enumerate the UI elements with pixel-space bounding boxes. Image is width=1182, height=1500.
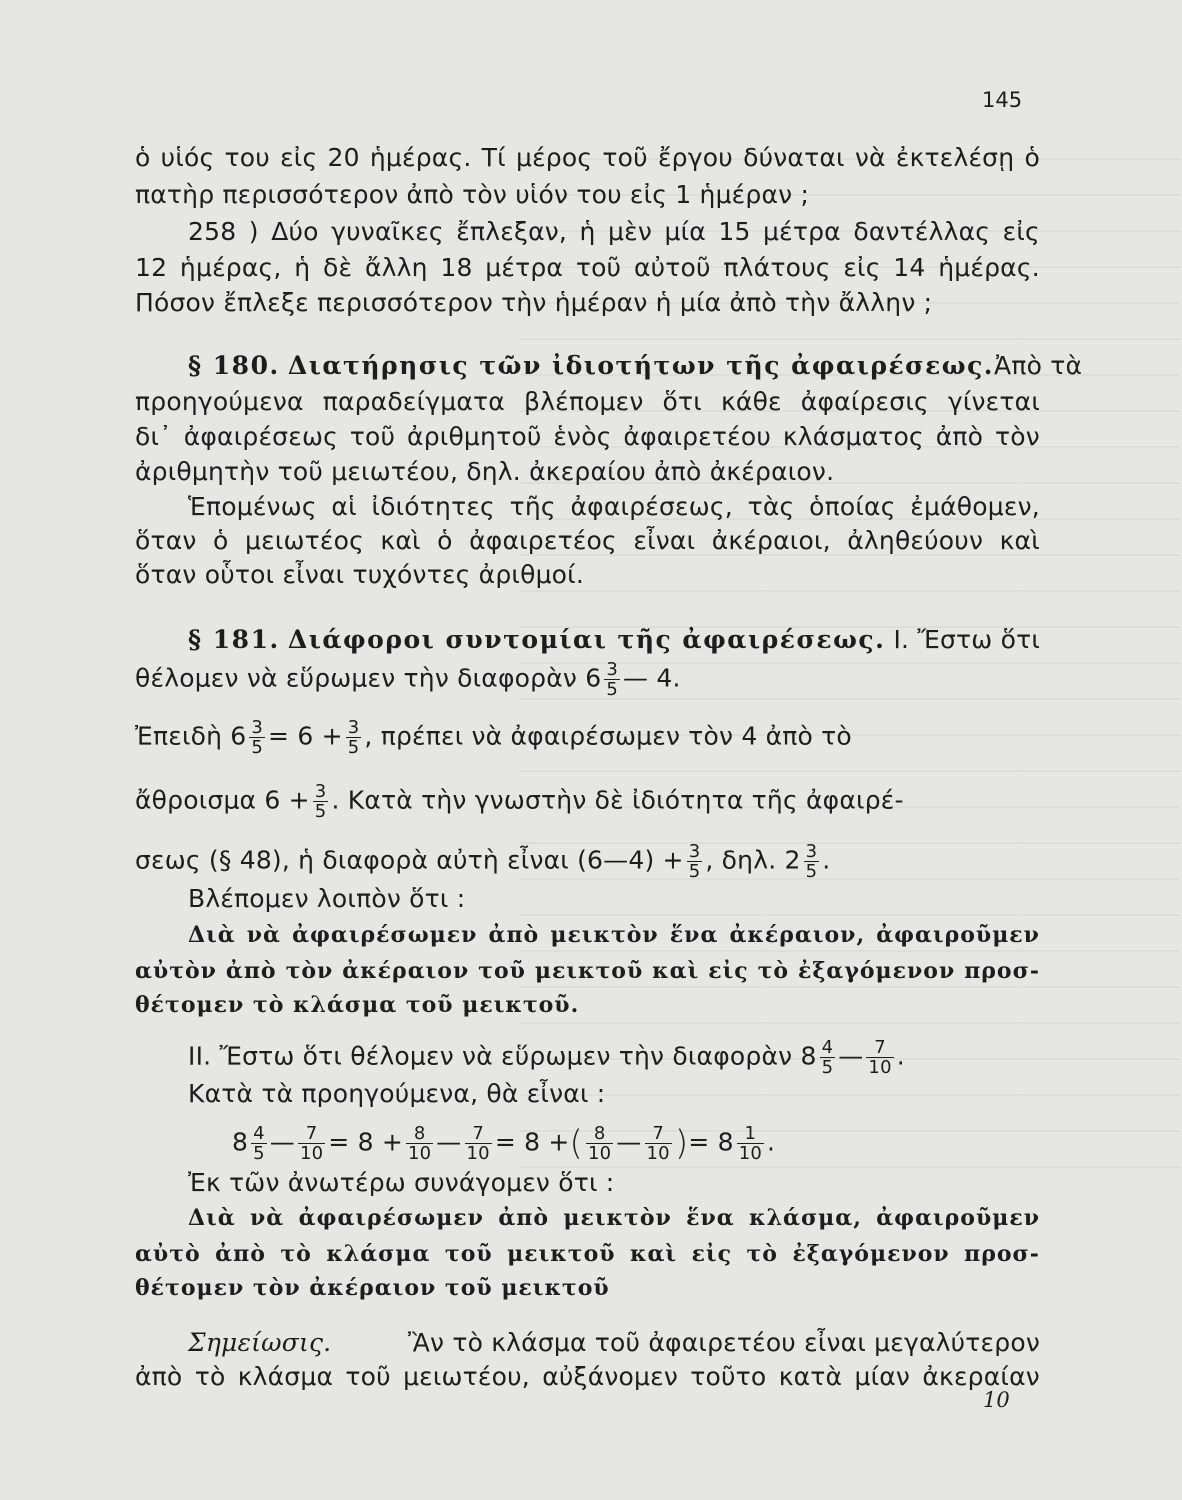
text-line: ὅταν ὁ μειωτέος καὶ ὁ ἀφαιρετέος εἶναι ἀκέραιοι, ἀληθεύουν καὶ bbox=[135, 526, 1040, 555]
sheet-number: 10 bbox=[983, 1388, 1010, 1412]
numerator: 4 bbox=[253, 1123, 265, 1144]
fraction-4-5 bbox=[251, 1124, 267, 1163]
text-segment: ΙΙ. Ἔστω ὅτι θέλομεν νὰ εὕρωμεν τὴν διαφορὰν 8 bbox=[188, 1041, 817, 1071]
text-line: ἀριθμητὴν τοῦ μειωτέου, δηλ. ἀκεραίου ἀπὸ ἀκέραιον. bbox=[135, 457, 835, 486]
numerator: 7 bbox=[305, 1123, 318, 1144]
eq-term: = 8 bbox=[688, 1127, 734, 1157]
rule-2-line: θέτομεν τὸν ἀκέραιον τοῦ μεικτοῦ bbox=[135, 1275, 610, 1301]
denominator: 10 bbox=[299, 1143, 324, 1164]
section-180-number: § 180. bbox=[188, 351, 280, 380]
text-segment: . bbox=[896, 1041, 905, 1071]
text-line: Κατὰ τὰ προηγούμενα, θὰ εἶναι : bbox=[188, 1079, 606, 1108]
numerator: 3 bbox=[314, 781, 327, 802]
fraction-3-5 bbox=[687, 842, 703, 881]
section-181-heading-line bbox=[188, 624, 1040, 656]
rule-1-line: αὐτὸν ἀπὸ τὸν ἀκέραιον τοῦ μεικτοῦ καὶ εἰς τὸ ἐξαγόμενον προσ- bbox=[135, 958, 1040, 984]
numerator: 7 bbox=[874, 1037, 886, 1058]
page-number: 145 bbox=[982, 88, 1023, 112]
rule-2-line: Διὰ νὰ ἀφαιρέσωμεν ἀπὸ μεικτὸν ἕνα κλάσμα, ἀφαιροῦμεν bbox=[188, 1205, 1040, 1231]
text-line: Πόσον ἔπλεξε περισσότερον τὴν ἡμέραν ἡ μία ἀπὸ τὴν ἄλλην ; bbox=[135, 288, 933, 317]
text-segment: σεως (§ 48), ἡ διαφορὰ αὐτὴ εἶναι (6—4) + bbox=[135, 845, 684, 875]
equation-line bbox=[232, 1124, 1137, 1163]
fraction-3-5 bbox=[249, 718, 265, 757]
text-line: 12 ἡμέρας, ἡ δὲ ἄλλη 18 μέτρα τοῦ αὐτοῦ πλάτους εἰς 14 ἡμέρας. bbox=[135, 253, 1040, 282]
eq-term: = 8 + bbox=[494, 1127, 570, 1157]
epeidi-line bbox=[135, 718, 1040, 757]
text-line: ὅταν οὗτοι εἶναι τυχόντες ἀριθμοί. bbox=[135, 560, 584, 589]
denominator: 5 bbox=[821, 1057, 834, 1078]
text-line: πατὴρ περισσότερον ἀπὸ τὸν υἱόν του εἰς 1 ἡμέραν ; bbox=[135, 180, 810, 209]
note-text: Ἂν τὸ κλάσμα τοῦ ἀφαιρετέου εἶναι μεγαλύτερον bbox=[407, 1328, 1040, 1357]
text-segment: ἄθροισμα 6 + bbox=[135, 785, 310, 815]
athroisma-line bbox=[135, 782, 1040, 821]
fraction-7-10 bbox=[465, 1124, 492, 1163]
eq-term: . bbox=[767, 1127, 776, 1157]
fraction-3-5 bbox=[604, 660, 620, 699]
numerator: 4 bbox=[821, 1037, 834, 1058]
text-segment: = 6 + bbox=[268, 721, 343, 751]
denominator: 5 bbox=[251, 737, 264, 758]
denominator: 10 bbox=[738, 1143, 762, 1164]
numerator: 7 bbox=[652, 1123, 664, 1144]
fraction-7-10 bbox=[866, 1038, 893, 1077]
note-label: Σημείωσις. bbox=[188, 1328, 332, 1357]
denominator: 5 bbox=[688, 861, 701, 882]
denominator: 5 bbox=[253, 1143, 265, 1164]
section-181-title: Διάφοροι συντομίαι τῆς ἀφαιρέσεως. bbox=[287, 625, 886, 654]
text-segment: Ἐπειδὴ 6 bbox=[135, 721, 247, 751]
text-segment: — 4. bbox=[623, 663, 681, 693]
text-line: προηγούμενα παραδείγματα βλέπομεν ὅτι κάθε ἀφαίρεσις γίνεται bbox=[135, 387, 1040, 416]
denominator: 10 bbox=[868, 1057, 892, 1078]
close-paren: ) bbox=[674, 1123, 689, 1164]
denominator: 10 bbox=[646, 1143, 670, 1164]
text-line: ἀπὸ τὸ κλάσμα τοῦ μειωτέου, αὐξάνομεν τοῦτο κατὰ μίαν ἀκεραίαν bbox=[135, 1362, 1040, 1391]
note-line bbox=[188, 1327, 1040, 1359]
eq-term: 8 bbox=[232, 1127, 249, 1157]
open-paren: ( bbox=[569, 1123, 583, 1164]
fraction-8-10 bbox=[406, 1124, 433, 1163]
fraction-1-10 bbox=[737, 1124, 764, 1163]
rule-2-line: αὐτὸ ἀπὸ τὸ κλάσμα τοῦ μεικτοῦ καὶ εἰς τὸ ἐξαγόμενον προσ- bbox=[135, 1241, 1040, 1267]
text-line: Ἐκ τῶν ἀνωτέρω συνάγομεν ὅτι : bbox=[188, 1168, 615, 1197]
eq-term: — bbox=[269, 1127, 295, 1157]
denominator: 5 bbox=[805, 861, 818, 882]
ii-line bbox=[188, 1038, 1093, 1077]
numerator: 3 bbox=[688, 841, 701, 862]
fraction-4-5 bbox=[820, 1038, 836, 1077]
text-line: Ἑπομένως αἱ ἰδιότητες τῆς ἀφαιρέσεως, τὰς ὁποίας ἐμάθομεν, bbox=[188, 492, 1040, 521]
numerator: 3 bbox=[347, 717, 360, 738]
fraction-3-5 bbox=[313, 782, 329, 821]
text-segment: . bbox=[822, 845, 831, 875]
denominator: 5 bbox=[606, 679, 618, 700]
text-line: δι᾽ ἀφαιρέσεως τοῦ ἀριθμητοῦ ἑνὸς ἀφαιρετέου κλάσματος ἀπὸ τὸν bbox=[135, 422, 1040, 451]
text-segment: , πρέπει νὰ ἀφαιρέσωμεν τὸν 4 ἀπὸ τὸ bbox=[364, 721, 852, 751]
numerator: 1 bbox=[744, 1123, 757, 1144]
fraction-3-5 bbox=[804, 842, 820, 881]
numerator: 3 bbox=[606, 659, 618, 680]
numerator: 7 bbox=[472, 1123, 484, 1144]
fraction-7-10 bbox=[298, 1124, 325, 1163]
numerator: 8 bbox=[593, 1123, 606, 1144]
text-segment: — bbox=[838, 1041, 864, 1071]
denominator: 10 bbox=[587, 1143, 612, 1164]
difference-line bbox=[135, 660, 1040, 699]
denominator: 10 bbox=[407, 1143, 432, 1164]
fraction-3-5 bbox=[346, 718, 362, 757]
text-segment: , δηλ. 2 bbox=[705, 845, 801, 875]
rule-1-line: θέτομεν τὸ κλάσμα τοῦ μεικτοῦ. bbox=[135, 992, 580, 1018]
section-180-title: Διατήρησις τῶν ἰδιοτήτων τῆς ἀφαιρέσεως. bbox=[287, 351, 995, 380]
section-180-first-text: Ἀπὸ τὰ bbox=[994, 351, 1083, 380]
section-180-heading-line bbox=[188, 350, 1083, 382]
text-segment: θέλομεν νὰ εὕρωμεν τὴν διαφορὰν 6 bbox=[135, 663, 602, 693]
eq-term: — bbox=[436, 1127, 462, 1157]
text-segment: . Κατὰ τὴν γνωστὴν δὲ ἰδιότητα τῆς ἀφαιρέ- bbox=[331, 785, 904, 815]
section-181-first-text: Ι. Ἔστω ὅτι bbox=[893, 625, 1040, 654]
text-line: ὁ υἱός του εἰς 20 ἡμέρας. Τί μέρος τοῦ ἔργου δύναται νὰ ἐκτελέσῃ ὁ bbox=[135, 143, 1040, 172]
denominator: 5 bbox=[314, 801, 327, 822]
section-181-number: § 181. bbox=[188, 625, 280, 654]
denominator: 10 bbox=[466, 1143, 490, 1164]
numerator: 3 bbox=[805, 841, 818, 862]
text-line: Βλέπομεν λοιπὸν ὅτι : bbox=[188, 884, 466, 913]
eq-term: = 8 + bbox=[328, 1127, 403, 1157]
fraction-8-10 bbox=[586, 1124, 613, 1163]
eq-term: — bbox=[616, 1127, 642, 1157]
seos-line bbox=[135, 842, 1040, 881]
denominator: 5 bbox=[347, 737, 360, 758]
numerator: 3 bbox=[251, 717, 264, 738]
text-line: 258 ) Δύο γυναῖκες ἔπλεξαν, ἡ μὲν μία 15 μέτρα δαντέλλας εἰς bbox=[188, 217, 1040, 246]
rule-1-line: Διὰ νὰ ἀφαιρέσωμεν ἀπὸ μεικτὸν ἕνα ἀκέραιον, ἀφαιροῦμεν bbox=[188, 922, 1040, 948]
fraction-7-10 bbox=[645, 1124, 672, 1163]
numerator: 8 bbox=[413, 1123, 426, 1144]
